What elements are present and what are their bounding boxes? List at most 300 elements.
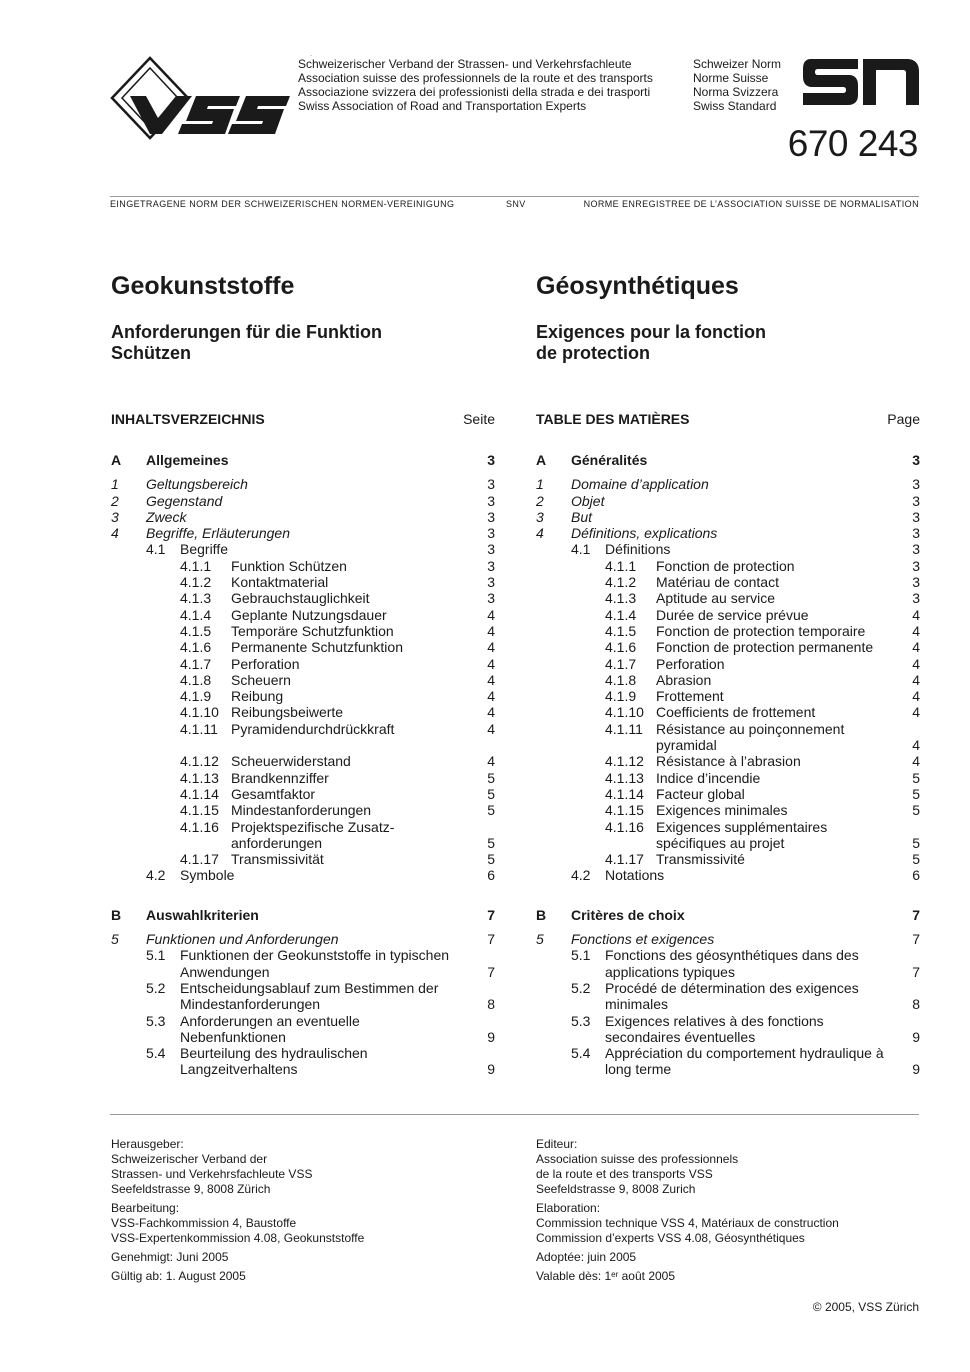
toc-entry[interactable] — [536, 590, 920, 606]
toc-entry-number: 4 — [111, 525, 119, 542]
toc-entry-page: 7 — [912, 906, 920, 923]
toc-entry-title: Objet — [571, 492, 605, 509]
toc-entry-number: 4.1 — [146, 541, 166, 558]
toc-entry-title: Fonction de protection temporaire — [656, 622, 866, 639]
toc-entry[interactable] — [536, 656, 920, 672]
toc-entry-title: Allgemeines — [146, 452, 229, 468]
toc-entry-title: Résistance à l’abrasion — [656, 753, 801, 770]
svg-text:VSS: VSS — [310, 56, 313, 57]
toc-entry-title: Symbole — [180, 867, 235, 884]
subtitle-fr-line1: Exigences pour la fonction — [536, 322, 767, 342]
toc-entry-page: 7 — [912, 963, 920, 980]
toc-heading-fr — [536, 410, 920, 430]
toc-entry-page: 3 — [487, 574, 495, 591]
toc-entry-page: 7 — [487, 906, 495, 923]
toc-entry-page: 8 — [912, 996, 920, 1013]
publisher-address-fr: Seefeldstrasse 9, 8008 Zurich — [536, 1182, 696, 1196]
toc-entry-number: 4.1.1 — [180, 557, 212, 574]
registration-snv: SNV — [506, 199, 526, 209]
toc-section-a-de — [111, 452, 495, 884]
toc-entry-page: 3 — [487, 492, 495, 509]
toc-entry-page: 4 — [487, 704, 495, 721]
toc-entry-title: Domaine d’application — [571, 476, 709, 493]
toc-entry-title: Zweck — [146, 508, 187, 525]
column-de — [111, 270, 495, 1078]
toc-entry-title: Scheuerwiderstand — [231, 753, 351, 770]
valid-de: Gültig ab: 1. August 2005 — [111, 1269, 246, 1283]
toc-entry[interactable] — [111, 704, 495, 720]
toc-entry-title: Perforation — [231, 655, 300, 672]
toc-entry-number: 4.2 — [146, 867, 166, 884]
toc-entry-title: Coefficients de frottement — [656, 704, 816, 721]
toc-entry[interactable] — [111, 907, 495, 923]
toc-label-fr: TABLE DES MATIÈRES — [536, 411, 690, 427]
toc-entry[interactable] — [111, 1013, 495, 1046]
toc-entry-number: 5 — [111, 931, 119, 948]
toc-entry-page: 8 — [487, 996, 495, 1013]
toc-entry[interactable] — [111, 688, 495, 704]
toc-entry-number: 4.1.3 — [180, 590, 212, 607]
toc-entry[interactable] — [111, 525, 495, 541]
toc-entry[interactable] — [536, 509, 920, 525]
toc-entry-title: Temporäre Schutzfunktion — [231, 622, 394, 639]
toc-entry[interactable] — [536, 476, 920, 492]
norm-type-labels — [693, 57, 781, 113]
toc-entry-number: 4.1.5 — [180, 622, 212, 639]
toc-entry-number: 5.2 — [146, 979, 166, 996]
toc-entry-page: 7 — [487, 963, 495, 980]
toc-entry-page: 3 — [487, 525, 495, 542]
toc-entry[interactable] — [536, 980, 920, 1013]
toc-entry[interactable] — [536, 802, 920, 818]
toc-entry-number: 4.1.11 — [180, 720, 218, 737]
publisher-label-de: Herausgeber: — [111, 1137, 184, 1151]
toc-entry-number: 4.1.10 — [605, 704, 644, 721]
valid-fr-suffix: août 2005 — [618, 1269, 676, 1283]
toc-entry-title: Beurteilung des hydraulischen Langzeitverhaltens — [180, 1045, 368, 1078]
toc-entry-title: Durée de service prévue — [656, 606, 809, 623]
toc-entry[interactable] — [111, 819, 495, 852]
page-label-fr: Page — [887, 411, 920, 427]
toc-entry-title: Résistance au poinçonnement pyramidal — [656, 720, 845, 754]
toc-entry-title: Funktionen und Anforderungen — [146, 931, 339, 948]
toc-entry-page: 4 — [912, 671, 920, 688]
title-de: Geokunststoffe — [111, 272, 295, 300]
footer-de — [111, 1137, 511, 1288]
toc-entry-page: 4 — [487, 655, 495, 672]
toc-entry[interactable] — [111, 947, 495, 980]
title-fr: Géosynthétiques — [536, 272, 739, 300]
subtitle-fr-line2: de protection — [536, 343, 651, 363]
toc-entry-page: 9 — [487, 1028, 495, 1045]
header-divider — [110, 196, 919, 197]
editing-label-de: Bearbeitung: — [111, 1201, 180, 1215]
valid-fr-prefix: Valable dès: 1 — [536, 1269, 612, 1283]
toc-entry-number: 4.1.12 — [605, 753, 644, 770]
toc-entry-number: 4.2 — [571, 867, 591, 884]
toc-entry-number: 5.4 — [146, 1045, 166, 1062]
toc-entry[interactable] — [111, 590, 495, 606]
toc-entry[interactable] — [111, 721, 495, 737]
toc-entry-page: 9 — [912, 1061, 920, 1078]
toc-entry-number: A — [536, 452, 547, 468]
toc-entry-number: 4.1.13 — [605, 769, 644, 786]
toc-entry-number: 4.1.14 — [605, 785, 644, 802]
toc-entry-title: Critères de choix — [571, 906, 685, 923]
toc-entry[interactable] — [536, 753, 920, 769]
toc-section-b-de — [111, 907, 495, 1078]
toc-entry-page: 3 — [487, 452, 495, 468]
toc-entry[interactable] — [536, 947, 920, 980]
toc-entry-number: 1 — [111, 476, 119, 493]
toc-entry-title: Geplante Nutzungsdauer — [231, 606, 387, 623]
toc-entry[interactable] — [111, 574, 495, 590]
toc-entry-title: Frottement — [656, 688, 724, 705]
toc-entry-number: 4.1.13 — [180, 769, 219, 786]
toc-entry-number: 4.1.12 — [180, 753, 219, 770]
toc-entry-page: 3 — [912, 590, 920, 607]
toc-entry-title: Procédé de détermination des exigences minimales — [605, 979, 859, 1013]
toc-entry-number: 4.1.17 — [605, 851, 644, 868]
toc-entry-title: Transmissivité — [656, 851, 745, 868]
toc-entry-title: Définitions — [605, 541, 671, 558]
toc-entry-page: 7 — [912, 931, 920, 948]
editing-label-fr: Elaboration: — [536, 1201, 601, 1215]
toc-entry[interactable] — [111, 639, 495, 655]
norm-label-it: Norma Svizzera — [693, 85, 779, 99]
toc-entry[interactable] — [111, 509, 495, 525]
toc-entry-number: 4.1.10 — [180, 704, 219, 721]
toc-entry-title: Fonctions et exigences — [571, 931, 715, 948]
toc-label-de: INHALTSVERZEICHNIS — [111, 411, 265, 427]
toc-entry-page: 3 — [912, 508, 920, 525]
valid-fr-sup: er — [611, 1270, 619, 1279]
toc-entry[interactable] — [536, 574, 920, 590]
toc-entry-title: Gesamtfaktor — [231, 785, 316, 802]
toc-entry-title: Funktionen der Geokunststoffe in typischen Anwendungen — [180, 947, 450, 980]
publisher-line1-fr: Association suisse des professionnels — [536, 1152, 739, 1166]
association-name-it: Associazione svizzera dei professionisti della strada e dei trasporti — [298, 85, 651, 99]
toc-entry-page: 3 — [912, 541, 920, 558]
toc-entry-number: 4.1.1 — [605, 557, 637, 574]
toc-entry-title: Funktion Schützen — [231, 557, 347, 574]
toc-entry[interactable] — [111, 623, 495, 639]
toc-entry-title: Mindestanforderungen — [231, 802, 372, 819]
toc-entry-number: 4.1.9 — [180, 688, 212, 705]
toc-entry[interactable] — [536, 819, 920, 852]
subtitle-de-line1: Anforderungen für die Funktion — [111, 322, 382, 342]
publisher-address-de: Seefeldstrasse 9, 8008 Zürich — [111, 1182, 271, 1196]
toc-entry[interactable] — [536, 1045, 920, 1078]
toc-entry-title: Perforation — [656, 655, 725, 672]
toc-entry[interactable] — [536, 672, 920, 688]
toc-entry[interactable] — [536, 607, 920, 623]
registration-fr: NORME ENREGISTREE DE L’ASSOCIATION SUISSE DE NORMALISATION — [583, 199, 919, 209]
toc-entry-page: 5 — [487, 785, 495, 802]
toc-entry[interactable] — [536, 721, 920, 754]
toc-entry[interactable] — [111, 541, 495, 557]
toc-entry-page: 4 — [487, 606, 495, 623]
toc-entry-page: 4 — [912, 622, 920, 639]
toc-entry[interactable] — [536, 1013, 920, 1046]
toc-entry[interactable] — [536, 525, 920, 541]
toc-entry-page: 5 — [487, 769, 495, 786]
toc-entry-page: 6 — [487, 867, 495, 884]
toc-entry-title: Projektspezifische Zusatz- anforderungen — [231, 818, 395, 851]
footer-fr — [536, 1137, 936, 1288]
toc-entry[interactable] — [536, 931, 920, 947]
toc-entry-title: Abrasion — [656, 671, 712, 688]
toc-entry-number: 1 — [536, 476, 544, 493]
toc-entry-title: Matériau de contact — [656, 574, 779, 591]
toc-entry-page: 3 — [487, 557, 495, 574]
toc-entry-title: Définitions, explications — [571, 525, 718, 542]
approved-de: Genehmigt: Juni 2005 — [111, 1250, 229, 1264]
toc-entry[interactable] — [536, 688, 920, 704]
toc-spacer — [111, 737, 495, 753]
toc-entry-page: 5 — [487, 834, 495, 851]
toc-entry[interactable] — [111, 672, 495, 688]
toc-entry[interactable] — [111, 931, 495, 947]
toc-entry-page: 5 — [912, 785, 920, 802]
toc-entry-page: 7 — [487, 931, 495, 948]
toc-entry-number: 4.1.7 — [605, 655, 637, 672]
toc-entry-number: B — [111, 906, 122, 923]
toc-entry-page: 4 — [912, 704, 920, 721]
toc-entry-number: 4.1.8 — [605, 671, 637, 688]
toc-entry-title: Begriffe, Erläuterungen — [146, 525, 290, 542]
toc-entry-number: 4.1.4 — [180, 606, 212, 623]
toc-entry-page: 4 — [912, 753, 920, 770]
toc-entry[interactable] — [536, 704, 920, 720]
toc-entry[interactable] — [536, 770, 920, 786]
approved-fr: Adoptée: juin 2005 — [536, 1250, 637, 1264]
copyright: © 2005, VSS Zürich — [812, 1300, 919, 1314]
toc-entry-title: Exigences minimales — [656, 802, 788, 819]
toc-entry-title: Notations — [605, 867, 665, 884]
toc-entry-page: 3 — [912, 492, 920, 509]
toc-entry-title: Exigences relatives à des fonctions secondaires éventuelles — [605, 1012, 824, 1045]
toc-entry-number: 4.1.17 — [180, 851, 219, 868]
registration-de: EINGETRAGENE NORM DER SCHWEIZERISCHEN NORMEN-VEREINIGUNG — [110, 199, 455, 209]
toc-entry-number: 4.1.6 — [180, 639, 212, 656]
toc-entry-number: 4 — [536, 525, 544, 542]
toc-section-a-fr — [536, 452, 920, 884]
toc-entry[interactable] — [536, 541, 920, 557]
editing-line2-de: VSS-Expertenkommission 4.08, Geokunststoffe — [111, 1231, 365, 1245]
editing-line2-fr: Commission d’experts VSS 4.08, Géosynthétiques — [536, 1231, 805, 1245]
toc-entry-page: 4 — [912, 655, 920, 672]
toc-entry-number: 4.1.16 — [180, 818, 219, 835]
toc-entry-title: Anforderungen an eventuelle Nebenfunktionen — [180, 1012, 360, 1045]
toc-entry-number: 4.1 — [571, 541, 591, 558]
toc-entry-number: 4.1.7 — [180, 655, 212, 672]
toc-entry[interactable] — [111, 851, 495, 867]
toc-entry-page: 5 — [912, 769, 920, 786]
toc-entry-title: Exigences supplémentaires spécifiques au projet — [656, 818, 828, 851]
toc-entry-title: Permanente Schutzfunktion — [231, 639, 403, 656]
editing-line1-de: VSS-Fachkommission 4, Baustoffe — [111, 1216, 297, 1230]
sn-logo — [803, 57, 919, 107]
toc-entry-number: 5.4 — [571, 1045, 591, 1062]
toc-entry-page: 3 — [912, 557, 920, 574]
toc-entry-page: 5 — [912, 802, 920, 819]
toc-entry-number: 3 — [536, 508, 544, 525]
toc-entry-title: Geltungsbereich — [146, 476, 248, 493]
association-names — [298, 57, 653, 113]
toc-entry-title: Begriffe — [180, 541, 228, 558]
toc-entry-page: 4 — [487, 622, 495, 639]
editing-line1-fr: Commission technique VSS 4, Matériaux de construction — [536, 1216, 839, 1230]
toc-entry-page: 6 — [912, 867, 920, 884]
page-label-de: Seite — [463, 411, 495, 427]
toc-entry-number: B — [536, 906, 547, 923]
toc-entry-number: 5 — [536, 931, 544, 948]
toc-entry-number: 4.1.15 — [180, 802, 219, 819]
toc-entry-number: A — [111, 452, 122, 468]
toc-entry[interactable] — [111, 476, 495, 492]
toc-heading-de — [111, 410, 495, 430]
toc-entry-number: 4.1.9 — [605, 688, 637, 705]
toc-entry-title: Reibung — [231, 688, 284, 705]
toc-entry-title: Appréciation du comportement hydraulique à long terme — [605, 1045, 884, 1078]
toc-entry[interactable] — [111, 558, 495, 574]
valid-fr — [536, 1269, 936, 1284]
toc-entry[interactable] — [111, 493, 495, 509]
toc-entry-page: 4 — [487, 688, 495, 705]
toc-entry-page: 4 — [912, 688, 920, 705]
toc-entry-title: Indice d’incendie — [656, 769, 761, 786]
toc-entry-page: 3 — [487, 476, 495, 493]
toc-entry-page: 4 — [912, 606, 920, 623]
toc-entry-number: 4.1.4 — [605, 606, 637, 623]
toc-entry[interactable] — [111, 802, 495, 818]
toc-entry[interactable] — [536, 907, 920, 923]
footer-divider — [110, 1114, 919, 1115]
toc-entry-page: 4 — [487, 720, 495, 737]
toc-entry[interactable] — [111, 980, 495, 1013]
toc-entry-title: Scheuern — [231, 671, 291, 688]
toc-entry-number: 5.1 — [571, 947, 591, 964]
subtitle-fr — [536, 322, 920, 364]
toc-section-b-fr — [536, 907, 920, 1078]
toc-entry-number: 4.1.16 — [605, 818, 644, 835]
toc-entry-page: 4 — [487, 671, 495, 688]
toc-entry-number: 4.1.8 — [180, 671, 212, 688]
toc-entry[interactable] — [536, 851, 920, 867]
toc-entry-title: Gebrauchstauglichkeit — [231, 590, 370, 607]
publisher-line2-fr: de la route et des transports VSS — [536, 1167, 713, 1181]
toc-entry[interactable] — [111, 753, 495, 769]
toc-entry-title: Brandkennziffer — [231, 769, 329, 786]
toc-entry-page: 4 — [912, 737, 920, 754]
toc-entry[interactable] — [111, 452, 495, 468]
association-name-de: Schweizerischer Verband der Strassen- und Verkehrsfachleute — [298, 57, 632, 71]
toc-entry-title: But — [571, 508, 593, 525]
toc-entry-number: 5.2 — [571, 979, 591, 996]
toc-entry-page: 4 — [487, 753, 495, 770]
toc-entry-number: 4.1.5 — [605, 622, 637, 639]
toc-entry-number: 4.1.15 — [605, 802, 644, 819]
toc-entry-page: 9 — [912, 1028, 920, 1045]
toc-entry[interactable] — [111, 607, 495, 623]
toc-entry[interactable] — [536, 639, 920, 655]
toc-entry-title: Fonction de protection permanente — [656, 639, 874, 656]
association-name-en: Swiss Association of Road and Transportation Experts — [298, 99, 587, 113]
toc-entry-page: 3 — [912, 574, 920, 591]
toc-entry-number: 2 — [536, 492, 544, 509]
toc-entry-number: 4.1.14 — [180, 785, 219, 802]
toc-entry-number: 2 — [111, 492, 119, 509]
publisher-label-fr: Editeur: — [536, 1137, 578, 1151]
toc-entry[interactable] — [111, 786, 495, 802]
subtitle-de-line2: Schützen — [111, 343, 192, 363]
norm-label-de: Schweizer Norm — [693, 57, 782, 71]
toc-entry-number: 3 — [111, 508, 119, 525]
toc-entry-page: 3 — [487, 508, 495, 525]
toc-entry-number: 4.1.3 — [605, 590, 637, 607]
toc-entry[interactable] — [111, 867, 495, 883]
toc-entry-number: 4.1.2 — [605, 574, 637, 591]
toc-entry-title: Kontaktmaterial — [231, 574, 329, 591]
toc-entry-title: Fonctions des géosynthétiques dans des applications typiques — [605, 947, 859, 980]
toc-entry-number: 4.1.6 — [605, 639, 637, 656]
toc-entry[interactable] — [536, 786, 920, 802]
toc-entry[interactable] — [111, 770, 495, 786]
publisher-line2-de: Strassen- und Verkehrsfachleute VSS — [111, 1167, 313, 1181]
subtitle-de — [111, 322, 495, 364]
toc-entry-title: Aptitude au service — [656, 590, 776, 607]
toc-entry-title: Pyramidendurchdrückkraft — [231, 720, 395, 737]
toc-entry-title: Transmissivität — [231, 851, 324, 868]
toc-entry-title: Auswahlkriterien — [146, 906, 259, 923]
toc-entry-page: 3 — [912, 525, 920, 542]
norm-label-fr: Norme Suisse — [693, 71, 769, 85]
toc-entry[interactable] — [111, 656, 495, 672]
toc-entry-page: 4 — [487, 639, 495, 656]
toc-entry-page: 3 — [487, 541, 495, 558]
toc-entry[interactable] — [536, 558, 920, 574]
toc-entry-title: Facteur global — [656, 785, 745, 802]
toc-entry-number: 4.1.11 — [605, 720, 643, 737]
toc-entry-page: 5 — [487, 802, 495, 819]
toc-entry-number: 4.1.2 — [180, 574, 212, 591]
toc-entry-title: Reibungsbeiwerte — [231, 704, 344, 721]
toc-entry-page: 5 — [912, 834, 920, 851]
norm-label-en: Swiss Standard — [693, 99, 777, 113]
toc-entry[interactable] — [536, 493, 920, 509]
toc-entry-number: 5.1 — [146, 947, 166, 964]
vss-logo — [110, 56, 313, 140]
toc-entry[interactable] — [536, 452, 920, 468]
toc-entry-title: Entscheidungsablauf zum Bestimmen der Mindestanforderungen — [180, 979, 439, 1013]
norm-number: 670 243 — [787, 123, 918, 164]
toc-entry[interactable] — [536, 623, 920, 639]
toc-entry[interactable] — [536, 867, 920, 883]
toc-entry-page: 5 — [487, 851, 495, 868]
toc-entry[interactable] — [111, 1045, 495, 1078]
toc-entry-page: 9 — [487, 1061, 495, 1078]
toc-entry-title: Fonction de protection — [656, 557, 795, 574]
toc-entry-page: 3 — [487, 590, 495, 607]
publisher-line1-de: Schweizerischer Verband der — [111, 1152, 268, 1166]
toc-entry-title: Généralités — [571, 452, 648, 468]
toc-entry-page: 3 — [912, 476, 920, 493]
toc-entry-title: Gegenstand — [146, 492, 223, 509]
toc-entry-page: 3 — [912, 452, 920, 468]
toc-entry-number: 5.3 — [146, 1012, 166, 1029]
toc-entry-page: 4 — [912, 639, 920, 656]
